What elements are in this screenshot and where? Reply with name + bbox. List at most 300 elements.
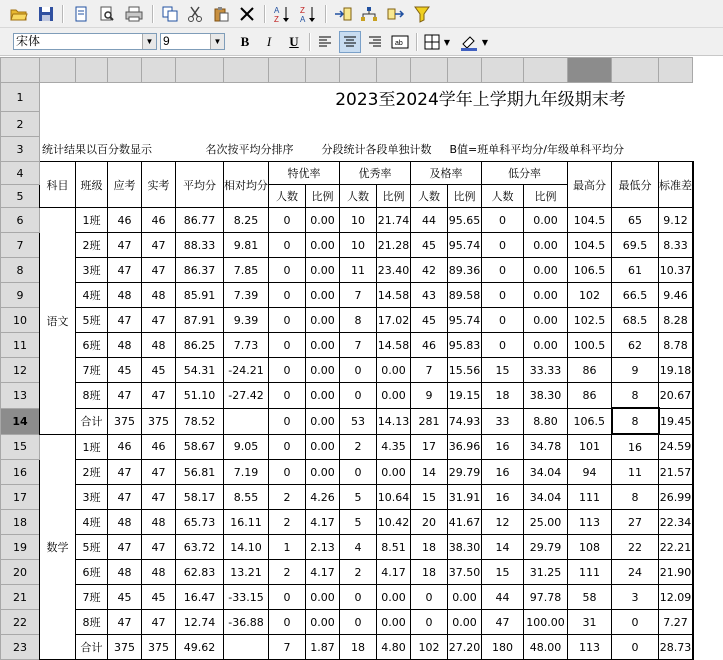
cell-t2[interactable]: 2.13 (306, 535, 340, 560)
cell-std[interactable]: 19.18 (659, 358, 693, 383)
cell-exp[interactable]: 375 (108, 408, 142, 434)
row-header[interactable]: 23 (1, 635, 40, 660)
header-low[interactable]: 低分率 (482, 162, 568, 185)
column-header[interactable] (306, 58, 340, 83)
cell-j1[interactable]: 20 (411, 510, 448, 535)
cell-act[interactable]: 46 (142, 208, 176, 233)
cell-y1[interactable]: 0 (340, 383, 377, 409)
cell-y2[interactable]: 4.80 (377, 635, 411, 660)
cell-rel[interactable]: 9.05 (224, 434, 269, 460)
cell[interactable] (693, 585, 694, 610)
sort-descending-icon[interactable] (297, 3, 319, 25)
cell-j2[interactable]: 95.83 (448, 333, 482, 358)
cell-y2[interactable]: 0.00 (377, 358, 411, 383)
row-header[interactable]: 5 (1, 185, 40, 208)
cell-cls[interactable]: 5班 (76, 308, 108, 333)
cell-cls[interactable]: 4班 (76, 510, 108, 535)
cell-t2[interactable]: 0.00 (306, 408, 340, 434)
cell-t1[interactable]: 0 (269, 258, 306, 283)
cell-y1[interactable]: 0 (340, 610, 377, 635)
cell-max[interactable]: 113 (568, 635, 612, 660)
cell-y1[interactable]: 7 (340, 283, 377, 308)
cell-d1[interactable]: 14 (482, 535, 524, 560)
cell[interactable] (693, 383, 694, 409)
column-header[interactable] (482, 58, 524, 83)
cell-max[interactable]: 104.5 (568, 233, 612, 258)
cell-std[interactable]: 28.73 (659, 635, 693, 660)
fill-color-icon[interactable] (458, 31, 480, 53)
cell-avg[interactable]: 62.83 (176, 560, 224, 585)
cell-j1[interactable]: 42 (411, 258, 448, 283)
cell-min[interactable]: 0 (612, 610, 659, 635)
row-header[interactable]: 17 (1, 485, 40, 510)
spreadsheet[interactable] (0, 57, 723, 654)
cell-y2[interactable]: 4.17 (377, 560, 411, 585)
cell-y1[interactable]: 10 (340, 233, 377, 258)
cell-d2[interactable]: 8.80 (524, 408, 568, 434)
cell-y2[interactable]: 0.00 (377, 585, 411, 610)
cell-t2[interactable]: 0.00 (306, 358, 340, 383)
cell-t2[interactable]: 0.00 (306, 308, 340, 333)
cell-d1[interactable]: 47 (482, 610, 524, 635)
cell-act[interactable]: 45 (142, 358, 176, 383)
cell-min[interactable]: 68.5 (612, 308, 659, 333)
cell-y2[interactable]: 14.58 (377, 333, 411, 358)
note-b-value[interactable]: B值=班单科平均分/年级单科平均分 (449, 142, 624, 156)
column-header[interactable] (142, 58, 176, 83)
row-header-selected[interactable]: 14 (1, 408, 40, 434)
cell-min[interactable]: 3 (612, 585, 659, 610)
cell-j2[interactable]: 29.79 (448, 460, 482, 485)
cell-d1[interactable]: 12 (482, 510, 524, 535)
cell-act[interactable]: 48 (142, 560, 176, 585)
column-header[interactable] (76, 58, 108, 83)
column-header[interactable] (340, 58, 377, 83)
cell-t1[interactable]: 0 (269, 585, 306, 610)
row-header[interactable]: 9 (1, 283, 40, 308)
cell-avg[interactable]: 63.72 (176, 535, 224, 560)
cell-d2[interactable]: 0.00 (524, 208, 568, 233)
cell-j2[interactable]: 38.30 (448, 535, 482, 560)
cell-y2[interactable]: 14.13 (377, 408, 411, 434)
column-header[interactable] (659, 58, 693, 83)
cell-std[interactable]: 8.33 (659, 233, 693, 258)
cell-avg[interactable]: 86.77 (176, 208, 224, 233)
cell-min[interactable]: 69.5 (612, 233, 659, 258)
cell-max[interactable]: 86 (568, 358, 612, 383)
cell[interactable] (693, 283, 694, 308)
arrow-right-icon[interactable] (385, 3, 407, 25)
cell-max[interactable]: 31 (568, 610, 612, 635)
cell-d2[interactable]: 29.79 (524, 535, 568, 560)
cell-d2[interactable]: 38.30 (524, 383, 568, 409)
cell[interactable] (693, 162, 694, 208)
cell-j1[interactable]: 44 (411, 208, 448, 233)
cell-exp[interactable]: 45 (108, 358, 142, 383)
font-name-select[interactable] (13, 33, 157, 50)
cell-exp[interactable]: 47 (108, 258, 142, 283)
cell-t1[interactable]: 0 (269, 283, 306, 308)
cell-std[interactable]: 8.78 (659, 333, 693, 358)
cell-avg[interactable]: 85.91 (176, 283, 224, 308)
cell-act[interactable]: 48 (142, 283, 176, 308)
cell-j2[interactable]: 89.36 (448, 258, 482, 283)
print-icon[interactable] (123, 3, 145, 25)
cell-y2[interactable]: 10.64 (377, 485, 411, 510)
column-header[interactable] (108, 58, 142, 83)
chevron-down-icon[interactable]: ▼ (443, 37, 451, 47)
cell-y2[interactable]: 21.28 (377, 233, 411, 258)
header-ratio[interactable]: 比例 (524, 185, 568, 208)
header-subject[interactable]: 科目 (40, 162, 76, 208)
row-header[interactable]: 13 (1, 383, 40, 409)
cell-std[interactable]: 8.28 (659, 308, 693, 333)
cell-max[interactable]: 113 (568, 510, 612, 535)
cell-t1[interactable]: 1 (269, 535, 306, 560)
cell-j2[interactable]: 27.20 (448, 635, 482, 660)
cell-y1[interactable]: 2 (340, 434, 377, 460)
header-count[interactable]: 人数 (269, 185, 306, 208)
chevron-down-icon[interactable]: ▼ (481, 37, 489, 47)
cell-std[interactable]: 21.90 (659, 560, 693, 585)
cell-j2[interactable]: 95.74 (448, 308, 482, 333)
cell-d2[interactable]: 34.78 (524, 434, 568, 460)
column-header[interactable] (448, 58, 482, 83)
cell-cls[interactable]: 合计 (76, 408, 108, 434)
cell-avg[interactable]: 56.81 (176, 460, 224, 485)
header-class[interactable]: 班级 (76, 162, 108, 208)
cut-icon[interactable] (184, 3, 206, 25)
cell-j2[interactable]: 95.65 (448, 208, 482, 233)
row-header[interactable]: 16 (1, 460, 40, 485)
bold-button[interactable]: B (240, 34, 250, 49)
cell-d2[interactable]: 0.00 (524, 308, 568, 333)
chevron-down-icon[interactable]: ▼ (210, 34, 224, 49)
cell-j1[interactable]: 0 (411, 610, 448, 635)
paste-icon[interactable] (210, 3, 232, 25)
cell-cls[interactable]: 1班 (76, 208, 108, 233)
cell-max[interactable]: 106.5 (568, 258, 612, 283)
cell-j1[interactable]: 18 (411, 535, 448, 560)
cell-y1[interactable]: 11 (340, 258, 377, 283)
cell-cls[interactable]: 2班 (76, 233, 108, 258)
cell-d2[interactable]: 33.33 (524, 358, 568, 383)
cell-avg[interactable]: 78.52 (176, 408, 224, 434)
cell-rel[interactable]: 7.39 (224, 283, 269, 308)
cell[interactable] (693, 460, 694, 485)
cell-std[interactable]: 9.46 (659, 283, 693, 308)
header-min[interactable]: 最低分 (612, 162, 659, 208)
cell-d2[interactable]: 31.25 (524, 560, 568, 585)
cell-t1[interactable]: 2 (269, 560, 306, 585)
cell-max[interactable]: 108 (568, 535, 612, 560)
row-header[interactable]: 6 (1, 208, 40, 233)
cell-std[interactable]: 24.59 (659, 434, 693, 460)
cell-exp[interactable]: 47 (108, 610, 142, 635)
cell-t2[interactable]: 0.00 (306, 258, 340, 283)
cell[interactable] (693, 560, 694, 585)
column-header[interactable] (269, 58, 306, 83)
cell-y2[interactable]: 0.00 (377, 383, 411, 409)
cell-cls[interactable]: 3班 (76, 258, 108, 283)
cell-y1[interactable]: 7 (340, 333, 377, 358)
cell[interactable] (693, 208, 694, 233)
align-center-icon[interactable] (339, 31, 361, 53)
header-excellent[interactable]: 优秀率 (340, 162, 411, 185)
cell-cls[interactable]: 7班 (76, 585, 108, 610)
cell-t2[interactable]: 0.00 (306, 383, 340, 409)
note-segment[interactable]: 分段统计各段单独计数 (321, 142, 432, 156)
header-relative[interactable]: 相对均分 (224, 162, 269, 208)
cell-std[interactable]: 10.37 (659, 258, 693, 283)
cell-act[interactable]: 375 (142, 408, 176, 434)
cell[interactable] (693, 510, 694, 535)
row-header[interactable]: 7 (1, 233, 40, 258)
column-header-selected[interactable] (568, 58, 612, 83)
cell-d1[interactable]: 44 (482, 585, 524, 610)
cell-avg[interactable]: 51.10 (176, 383, 224, 409)
cell-rel[interactable]: 16.11 (224, 510, 269, 535)
cell-d1[interactable]: 16 (482, 434, 524, 460)
cell-act[interactable]: 47 (142, 485, 176, 510)
cell-cls[interactable]: 5班 (76, 535, 108, 560)
cell-rel[interactable]: 8.55 (224, 485, 269, 510)
cell-rel[interactable]: -36.88 (224, 610, 269, 635)
cell-j1[interactable]: 14 (411, 460, 448, 485)
cell-avg[interactable]: 86.37 (176, 258, 224, 283)
cell-avg[interactable]: 49.62 (176, 635, 224, 660)
cell-max[interactable]: 104.5 (568, 208, 612, 233)
cell-d2[interactable]: 0.00 (524, 333, 568, 358)
cell-exp[interactable]: 48 (108, 560, 142, 585)
header-count[interactable]: 人数 (411, 185, 448, 208)
cell-j1[interactable]: 46 (411, 333, 448, 358)
row-header[interactable]: 20 (1, 560, 40, 585)
cell-j1[interactable]: 102 (411, 635, 448, 660)
cell-avg[interactable]: 88.33 (176, 233, 224, 258)
cell-rel[interactable]: 14.10 (224, 535, 269, 560)
cell[interactable] (40, 112, 693, 137)
cell-y2[interactable]: 21.74 (377, 208, 411, 233)
header-pass[interactable]: 及格率 (411, 162, 482, 185)
sort-ascending-icon[interactable] (271, 3, 293, 25)
cell-j1[interactable]: 45 (411, 308, 448, 333)
cell-exp[interactable]: 46 (108, 434, 142, 460)
cell-d1[interactable]: 0 (482, 233, 524, 258)
header-expected[interactable]: 应考 (108, 162, 142, 208)
cell-j2[interactable]: 95.74 (448, 233, 482, 258)
open-folder-icon[interactable] (8, 3, 30, 25)
cell-d1[interactable]: 16 (482, 460, 524, 485)
cell-min[interactable]: 8 (612, 485, 659, 510)
cell-std[interactable]: 19.45 (659, 408, 693, 434)
cell-d2[interactable]: 0.00 (524, 233, 568, 258)
header-ratio[interactable]: 比例 (306, 185, 340, 208)
cell-t2[interactable]: 0.00 (306, 283, 340, 308)
cell-j2[interactable]: 0.00 (448, 585, 482, 610)
cell-std[interactable]: 9.12 (659, 208, 693, 233)
row-header[interactable]: 22 (1, 610, 40, 635)
cell-y1[interactable]: 0 (340, 358, 377, 383)
cell-t2[interactable]: 4.17 (306, 510, 340, 535)
cell[interactable] (693, 258, 694, 283)
cell-cls[interactable]: 2班 (76, 460, 108, 485)
cell-y2[interactable]: 17.02 (377, 308, 411, 333)
cell-j1[interactable]: 281 (411, 408, 448, 434)
cell-act[interactable]: 47 (142, 233, 176, 258)
cell-exp[interactable]: 47 (108, 485, 142, 510)
row-header[interactable]: 12 (1, 358, 40, 383)
row-header[interactable]: 11 (1, 333, 40, 358)
cell-max[interactable]: 101 (568, 434, 612, 460)
cell-exp[interactable]: 48 (108, 510, 142, 535)
cell-min[interactable]: 11 (612, 460, 659, 485)
cell-j2[interactable]: 19.15 (448, 383, 482, 409)
cell-y1[interactable]: 5 (340, 510, 377, 535)
header-std[interactable]: 标准差 (659, 162, 693, 208)
cell-act[interactable]: 45 (142, 585, 176, 610)
cell-j2[interactable]: 31.91 (448, 485, 482, 510)
cell-y2[interactable]: 8.51 (377, 535, 411, 560)
cell-t2[interactable]: 1.87 (306, 635, 340, 660)
cell-t2[interactable]: 0.00 (306, 333, 340, 358)
cell-act[interactable]: 48 (142, 333, 176, 358)
cell-min[interactable]: 9 (612, 358, 659, 383)
header-count[interactable]: 人数 (340, 185, 377, 208)
cell-j1[interactable]: 15 (411, 485, 448, 510)
cell-d2[interactable]: 0.00 (524, 258, 568, 283)
cell-max[interactable]: 94 (568, 460, 612, 485)
cell-d2[interactable]: 0.00 (524, 283, 568, 308)
header-count[interactable]: 人数 (482, 185, 524, 208)
cell-min[interactable]: 8 (612, 408, 659, 434)
merge-cells-icon[interactable] (389, 31, 411, 53)
cell-cls[interactable]: 7班 (76, 358, 108, 383)
cell-t1[interactable]: 7 (269, 635, 306, 660)
cell-j1[interactable]: 7 (411, 358, 448, 383)
cell-min[interactable]: 0 (612, 635, 659, 660)
underline-button[interactable]: U (289, 34, 299, 49)
cell-t1[interactable]: 0 (269, 434, 306, 460)
cell-rel[interactable]: 9.81 (224, 233, 269, 258)
cell-t1[interactable]: 0 (269, 333, 306, 358)
cell-rel[interactable] (224, 408, 269, 434)
cell[interactable] (693, 333, 694, 358)
cell-d1[interactable]: 15 (482, 358, 524, 383)
cell-min[interactable]: 61 (612, 258, 659, 283)
cell-d2[interactable]: 48.00 (524, 635, 568, 660)
cell-j1[interactable]: 45 (411, 233, 448, 258)
cell-rel[interactable]: 8.25 (224, 208, 269, 233)
cell-d1[interactable]: 18 (482, 383, 524, 409)
cell-t1[interactable]: 0 (269, 383, 306, 409)
cell-avg[interactable]: 54.31 (176, 358, 224, 383)
cell-j2[interactable]: 15.56 (448, 358, 482, 383)
cell-act[interactable]: 46 (142, 434, 176, 460)
row-header[interactable]: 10 (1, 308, 40, 333)
cell-exp[interactable]: 48 (108, 283, 142, 308)
cell-avg[interactable]: 12.74 (176, 610, 224, 635)
cell-min[interactable]: 16 (612, 434, 659, 460)
subject-cell[interactable]: 语文 (40, 208, 76, 435)
row-header[interactable]: 15 (1, 434, 40, 460)
cell-t1[interactable]: 0 (269, 358, 306, 383)
sheet-title[interactable]: 2023至2024学年上学期九年级期末考 (335, 89, 626, 110)
cell-rel[interactable]: -27.42 (224, 383, 269, 409)
cell-rel[interactable]: -33.15 (224, 585, 269, 610)
cell[interactable] (693, 358, 694, 383)
cell-t1[interactable]: 0 (269, 408, 306, 434)
cell-exp[interactable]: 375 (108, 635, 142, 660)
cell-act[interactable]: 47 (142, 383, 176, 409)
cell-d1[interactable]: 33 (482, 408, 524, 434)
cell-t2[interactable]: 0.00 (306, 434, 340, 460)
cell-j2[interactable]: 0.00 (448, 610, 482, 635)
cell-exp[interactable]: 47 (108, 233, 142, 258)
cell-t2[interactable]: 0.00 (306, 233, 340, 258)
cell-act[interactable]: 375 (142, 635, 176, 660)
cell-d1[interactable]: 180 (482, 635, 524, 660)
cell-exp[interactable]: 48 (108, 333, 142, 358)
cell-act[interactable]: 47 (142, 308, 176, 333)
row-header[interactable]: 4 (1, 162, 40, 185)
cell-d1[interactable]: 0 (482, 208, 524, 233)
cell-j2[interactable]: 41.67 (448, 510, 482, 535)
cell-d2[interactable]: 100.00 (524, 610, 568, 635)
note-rank[interactable]: 名次按平均分排序 (205, 142, 294, 156)
cell-cls[interactable]: 6班 (76, 333, 108, 358)
cell[interactable] (693, 635, 694, 660)
cell-y1[interactable]: 4 (340, 535, 377, 560)
cell-max[interactable]: 106.5 (568, 408, 612, 434)
cell-d2[interactable]: 97.78 (524, 585, 568, 610)
row-header[interactable]: 2 (1, 112, 40, 137)
page-setup-icon[interactable] (70, 3, 92, 25)
cell-cls[interactable]: 1班 (76, 434, 108, 460)
cell[interactable] (693, 434, 694, 460)
font-size-select[interactable] (160, 33, 225, 50)
cell-d1[interactable]: 0 (482, 333, 524, 358)
row-header[interactable]: 1 (1, 83, 40, 112)
cell-y1[interactable]: 2 (340, 560, 377, 585)
cell-t1[interactable]: 0 (269, 208, 306, 233)
cell-std[interactable]: 22.21 (659, 535, 693, 560)
cell-std[interactable]: 12.09 (659, 585, 693, 610)
cell-exp[interactable]: 47 (108, 383, 142, 409)
cell-rel[interactable]: 7.85 (224, 258, 269, 283)
note-percent[interactable]: 统计结果以百分数显示 (42, 142, 152, 156)
row-header[interactable]: 3 (1, 137, 40, 162)
cell-y2[interactable]: 23.40 (377, 258, 411, 283)
cell-t2[interactable]: 4.17 (306, 560, 340, 585)
cell-std[interactable]: 7.27 (659, 610, 693, 635)
cell-d1[interactable]: 0 (482, 283, 524, 308)
cell-avg[interactable]: 16.47 (176, 585, 224, 610)
cell-d1[interactable]: 0 (482, 308, 524, 333)
cell-y1[interactable]: 53 (340, 408, 377, 434)
cell-exp[interactable]: 45 (108, 585, 142, 610)
column-header[interactable] (176, 58, 224, 83)
cell-min[interactable]: 24 (612, 560, 659, 585)
cell-j2[interactable]: 36.96 (448, 434, 482, 460)
cell-y2[interactable]: 0.00 (377, 610, 411, 635)
cell-exp[interactable]: 47 (108, 308, 142, 333)
cell-min[interactable]: 66.5 (612, 283, 659, 308)
cell-j2[interactable]: 89.58 (448, 283, 482, 308)
cell-cls[interactable]: 3班 (76, 485, 108, 510)
cell-y2[interactable]: 4.35 (377, 434, 411, 460)
cell-t2[interactable]: 0.00 (306, 610, 340, 635)
